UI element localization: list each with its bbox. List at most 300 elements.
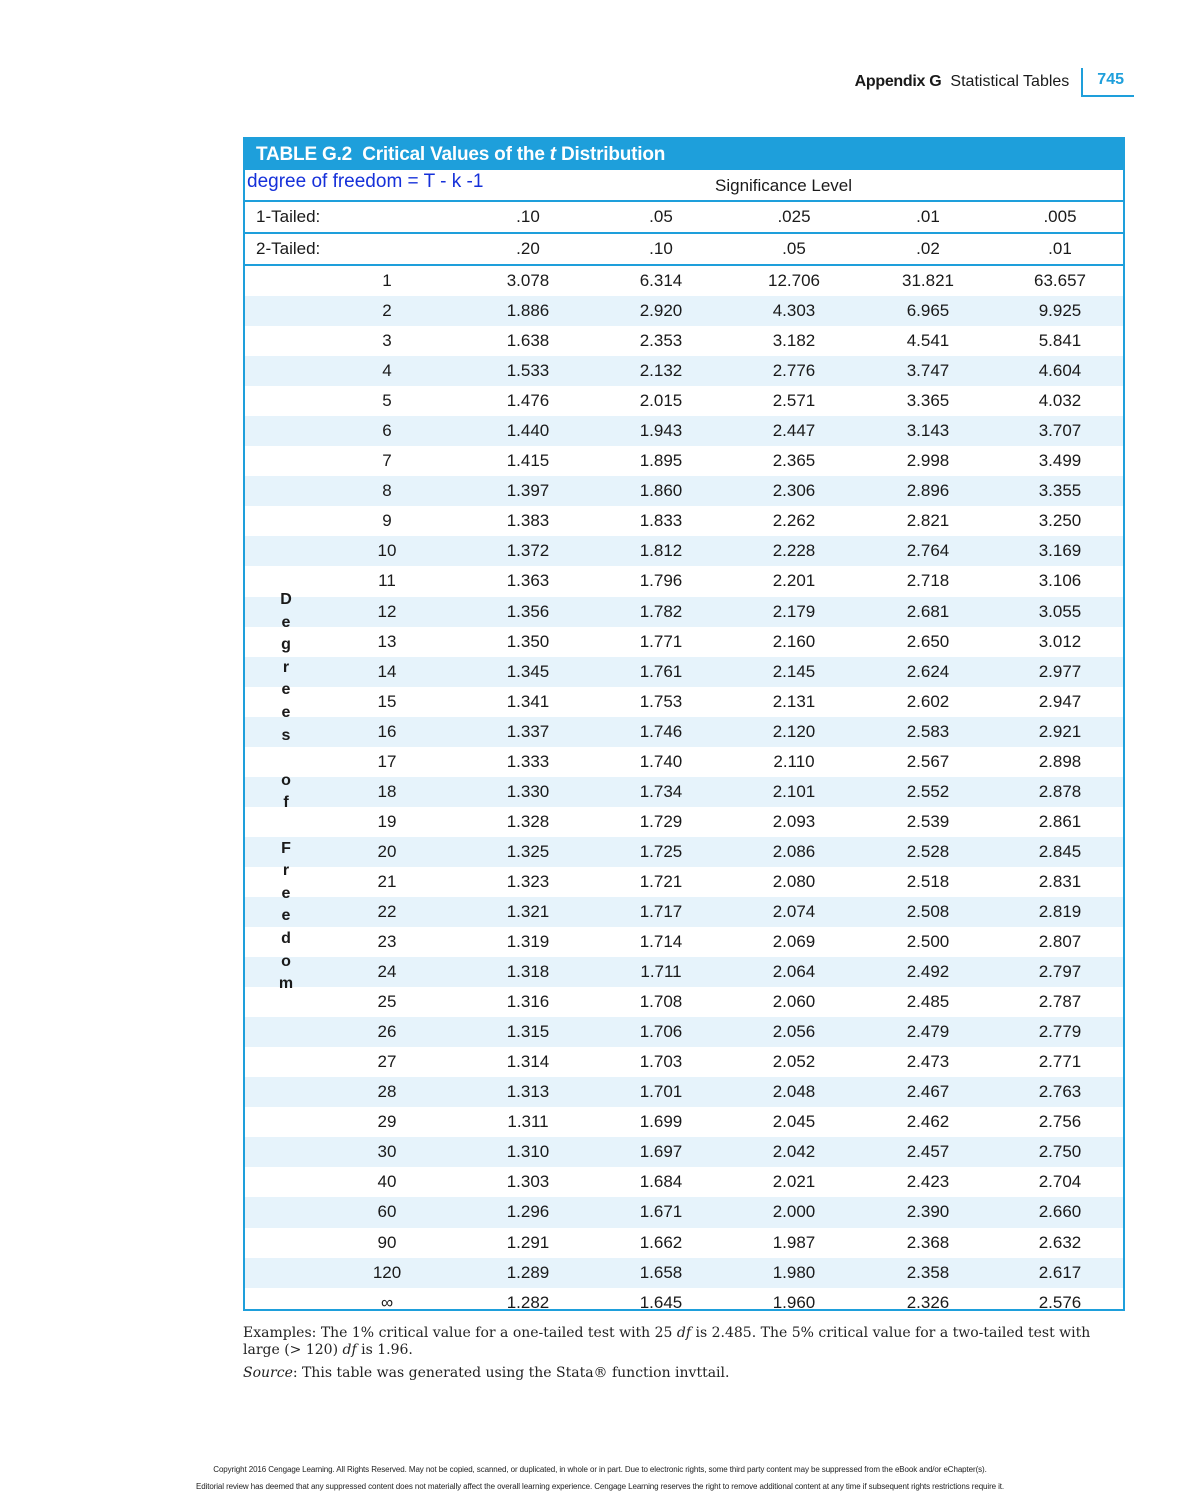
appendix-label: Appendix G bbox=[854, 73, 942, 90]
critical-value-cell: 2.110 bbox=[773, 751, 815, 771]
vertical-label-char: e bbox=[281, 681, 291, 699]
critical-value-cell: 3.747 bbox=[906, 361, 950, 381]
critical-value-cell: 4.604 bbox=[1038, 361, 1082, 381]
critical-value-cell: 2.179 bbox=[772, 601, 816, 621]
table-row bbox=[245, 476, 1123, 506]
critical-value-cell: 3.182 bbox=[772, 331, 816, 351]
critical-value-cell: 1.662 bbox=[639, 1232, 683, 1252]
critical-value-cell: 1.638 bbox=[506, 331, 550, 351]
critical-value-cell: 1.729 bbox=[639, 811, 683, 831]
vertical-label-char: m bbox=[278, 975, 294, 993]
critical-value-cell: 5.841 bbox=[1038, 331, 1082, 351]
critical-value-cell: 2.069 bbox=[772, 932, 816, 952]
df-cell: 12 bbox=[377, 601, 397, 621]
df-cell: 19 bbox=[377, 811, 397, 831]
critical-value-cell: 3.078 bbox=[506, 271, 550, 290]
critical-value-cell: 3.365 bbox=[906, 391, 950, 411]
critical-value-cell: 6.965 bbox=[906, 301, 950, 321]
vertical-label-char: D bbox=[280, 591, 292, 608]
critical-value-cell: 3.012 bbox=[1038, 631, 1082, 651]
table-notes bbox=[243, 1325, 1103, 1388]
critical-value-cell: 2.920 bbox=[639, 301, 683, 321]
critical-value-cell: 2.998 bbox=[906, 451, 950, 471]
critical-value-cell: 1.782 bbox=[639, 601, 683, 621]
critical-value-cell: 1.895 bbox=[639, 451, 683, 471]
df-cell: 24 bbox=[377, 962, 397, 982]
critical-value-cell: 2.160 bbox=[772, 631, 816, 651]
table-row bbox=[245, 897, 1123, 927]
critical-value-cell: 1.350 bbox=[506, 631, 550, 651]
critical-value-cell: 2.508 bbox=[906, 901, 950, 921]
critical-value-cell: 1.296 bbox=[506, 1202, 550, 1222]
critical-value-cell: 2.368 bbox=[906, 1232, 950, 1252]
critical-value-cell: 2.583 bbox=[906, 721, 950, 741]
critical-value-cell: 1.699 bbox=[639, 1112, 683, 1132]
critical-value-cell: 1.291 bbox=[506, 1232, 550, 1252]
critical-value-cell: 2.080 bbox=[772, 871, 816, 891]
vertical-label-char: e bbox=[281, 613, 291, 631]
df-cell: 1 bbox=[382, 271, 392, 290]
df-cell: 8 bbox=[382, 481, 392, 501]
df-cell: 25 bbox=[377, 992, 397, 1012]
critical-value-cell: 1.282 bbox=[506, 1292, 550, 1312]
critical-value-cell: 2.819 bbox=[1038, 901, 1082, 921]
table-rows bbox=[245, 266, 1123, 1318]
df-abbrev: df bbox=[342, 1342, 357, 1358]
critical-value-cell: 2.660 bbox=[1038, 1202, 1082, 1222]
df-cell: 7 bbox=[382, 451, 392, 471]
critical-value-cell: 1.313 bbox=[506, 1082, 550, 1102]
critical-value-cell: 1.725 bbox=[639, 841, 683, 861]
two-tailed-value: .20 bbox=[516, 239, 540, 258]
df-cell: 14 bbox=[377, 661, 397, 681]
critical-value-cell: 1.987 bbox=[772, 1232, 816, 1252]
table-row bbox=[245, 1137, 1123, 1167]
critical-value-cell: 2.390 bbox=[906, 1202, 950, 1222]
one-tailed-value: .005 bbox=[1043, 207, 1077, 226]
critical-value-cell: 2.052 bbox=[772, 1052, 816, 1072]
critical-value-cell: 1.740 bbox=[639, 751, 683, 771]
vertical-label-char: e bbox=[281, 703, 291, 721]
table-title-post: Distribution bbox=[555, 144, 666, 165]
critical-value-cell: 1.980 bbox=[772, 1262, 816, 1282]
critical-value-cell: 2.064 bbox=[772, 962, 816, 982]
critical-value-cell: 2.681 bbox=[906, 601, 950, 621]
table-title bbox=[245, 139, 1123, 170]
critical-value-cell: 1.311 bbox=[507, 1112, 549, 1132]
critical-value-cell: 2.326 bbox=[906, 1292, 950, 1312]
one-tailed-value: .10 bbox=[516, 207, 540, 226]
critical-value-cell: 2.921 bbox=[1038, 721, 1082, 741]
critical-value-cell: 2.977 bbox=[1038, 661, 1082, 681]
critical-value-cell: 1.476 bbox=[506, 391, 550, 411]
critical-value-cell: 1.697 bbox=[639, 1142, 683, 1162]
critical-value-cell: 1.734 bbox=[639, 781, 683, 801]
table-title-pre: Critical Values of the bbox=[362, 144, 550, 165]
table-row bbox=[245, 1228, 1123, 1258]
vertical-label-char: e bbox=[281, 907, 291, 925]
critical-value-cell: 1.372 bbox=[506, 541, 550, 561]
critical-value-cell: 2.131 bbox=[772, 691, 816, 711]
table-row bbox=[245, 386, 1123, 416]
critical-value-cell: 1.440 bbox=[506, 421, 550, 441]
critical-value-cell: 2.763 bbox=[1038, 1082, 1082, 1102]
df-cell: 20 bbox=[377, 841, 397, 861]
critical-value-cell: 1.658 bbox=[639, 1262, 683, 1282]
critical-value-cell: 63.657 bbox=[1034, 271, 1086, 290]
dof-note: degree of freedom = T - k -1 bbox=[247, 171, 484, 192]
examples-text: is 2.485. The 5% critical value for a two-tailed test with large (> 120) bbox=[243, 1325, 1091, 1358]
critical-value-cell: 4.541 bbox=[906, 331, 950, 351]
critical-value-cell: 1.671 bbox=[639, 1202, 683, 1222]
df-cell: 18 bbox=[377, 781, 397, 801]
vertical-label-char: g bbox=[281, 636, 291, 654]
critical-value-cell: 2.093 bbox=[772, 811, 816, 831]
critical-value-cell: 1.711 bbox=[640, 962, 682, 982]
critical-value-cell: 2.878 bbox=[1038, 781, 1082, 801]
critical-value-cell: 2.764 bbox=[906, 541, 950, 561]
table-row bbox=[245, 1077, 1123, 1107]
df-cell: 15 bbox=[377, 691, 397, 711]
critical-value-cell: 1.328 bbox=[506, 811, 550, 831]
critical-value-cell: 3.169 bbox=[1038, 541, 1082, 561]
table-row bbox=[245, 627, 1123, 657]
table-row bbox=[245, 1288, 1123, 1318]
critical-value-cell: 31.821 bbox=[902, 271, 954, 290]
critical-value-cell: 1.761 bbox=[639, 661, 683, 681]
copyright-line-1: Copyright 2016 Cengage Learning. All Rights Reserved. May not be copied, scanned, or duplicated, in whole or in part. Due to electronic rights, some third party content may be suppressed from the eBook and/or eChapter(s). bbox=[213, 1465, 987, 1474]
critical-value-cell: 1.341 bbox=[506, 691, 550, 711]
critical-value-cell: 2.228 bbox=[772, 541, 816, 561]
critical-value-cell: 2.365 bbox=[772, 451, 816, 471]
critical-value-cell: 1.319 bbox=[506, 932, 550, 952]
critical-value-cell: 2.571 bbox=[772, 391, 816, 411]
copyright-line-2: Editorial review has deemed that any suppressed content does not materially affect the overall learning experience. Cengage Learning reserves the right to remove additional content at any time if subsequent rights restrictions require it. bbox=[195, 1482, 1005, 1491]
critical-value-cell: 2.060 bbox=[772, 992, 816, 1012]
critical-value-cell: 2.528 bbox=[906, 841, 950, 861]
critical-value-cell: 2.771 bbox=[1038, 1052, 1082, 1072]
table-row bbox=[245, 356, 1123, 386]
table-row bbox=[245, 326, 1123, 356]
two-tailed-label: 2-Tailed: bbox=[256, 239, 321, 258]
table-row bbox=[245, 446, 1123, 476]
examples-text: is 1.96. bbox=[356, 1342, 413, 1358]
critical-value-cell: 3.055 bbox=[1038, 601, 1082, 621]
critical-value-cell: 2.518 bbox=[906, 871, 950, 891]
critical-value-cell: 2.576 bbox=[1038, 1292, 1082, 1312]
significance-level-label: Significance Level bbox=[715, 176, 853, 195]
two-tailed-value: .02 bbox=[916, 239, 940, 258]
df-cell: 17 bbox=[377, 751, 397, 771]
critical-value-cell: 1.337 bbox=[506, 721, 550, 741]
table-row bbox=[245, 1047, 1123, 1077]
df-cell: 9 bbox=[382, 511, 392, 531]
critical-value-cell: 2.776 bbox=[772, 361, 816, 381]
table-row bbox=[245, 266, 1123, 296]
critical-value-cell: 2.552 bbox=[906, 781, 950, 801]
table-row bbox=[245, 657, 1123, 687]
critical-value-cell: 1.721 bbox=[639, 871, 683, 891]
table-row bbox=[245, 957, 1123, 987]
critical-value-cell: 1.318 bbox=[506, 962, 550, 982]
page-number: 745 bbox=[1081, 68, 1134, 97]
examples-note bbox=[243, 1325, 1103, 1359]
critical-value-cell: 2.358 bbox=[906, 1262, 950, 1282]
critical-value-cell: 1.303 bbox=[506, 1172, 550, 1192]
two-tailed-value: .10 bbox=[649, 239, 673, 258]
critical-value-cell: 2.201 bbox=[772, 571, 816, 591]
critical-value-cell: 1.753 bbox=[639, 691, 683, 711]
critical-value-cell: 1.314 bbox=[506, 1052, 550, 1072]
df-cell: 23 bbox=[377, 932, 397, 952]
critical-value-cell: 1.345 bbox=[506, 661, 550, 681]
source-text: : This table was generated using the Stata® function invttail. bbox=[292, 1365, 730, 1381]
critical-value-cell: 1.746 bbox=[639, 721, 683, 741]
critical-value-cell: 2.539 bbox=[906, 811, 950, 831]
df-cell: 40 bbox=[377, 1172, 397, 1192]
table-row bbox=[245, 747, 1123, 777]
critical-value-cell: 2.457 bbox=[906, 1142, 950, 1162]
critical-value-cell: 1.812 bbox=[639, 541, 683, 561]
critical-value-cell: 2.262 bbox=[772, 511, 816, 531]
t-distribution-table bbox=[243, 137, 1125, 1311]
critical-value-cell: 2.056 bbox=[772, 1022, 816, 1042]
table-row bbox=[245, 987, 1123, 1017]
critical-value-cell: 4.303 bbox=[772, 301, 816, 321]
critical-value-cell: 2.704 bbox=[1038, 1172, 1082, 1192]
table-row bbox=[245, 1107, 1123, 1137]
vertical-label-char: r bbox=[282, 658, 290, 676]
critical-value-cell: 2.845 bbox=[1038, 841, 1082, 861]
critical-value-cell: 1.315 bbox=[506, 1022, 550, 1042]
critical-value-cell: 1.323 bbox=[506, 871, 550, 891]
critical-value-cell: 2.479 bbox=[906, 1022, 950, 1042]
critical-value-cell: 2.861 bbox=[1038, 811, 1082, 831]
table-row bbox=[245, 566, 1123, 596]
critical-value-cell: 12.706 bbox=[768, 271, 820, 290]
critical-value-cell: 2.120 bbox=[772, 721, 816, 741]
one-tailed-label: 1-Tailed: bbox=[256, 207, 321, 226]
one-tailed-value: .01 bbox=[916, 207, 940, 226]
critical-value-cell: 1.325 bbox=[506, 841, 550, 861]
critical-value-cell: 2.898 bbox=[1038, 751, 1082, 771]
df-cell: 22 bbox=[377, 901, 397, 921]
critical-value-cell: 2.821 bbox=[906, 511, 950, 531]
degrees-of-freedom-vertical-label bbox=[274, 589, 298, 996]
df-cell: 3 bbox=[382, 331, 392, 351]
critical-value-cell: 2.015 bbox=[639, 391, 683, 411]
critical-value-cell: 2.567 bbox=[906, 751, 950, 771]
table-row bbox=[245, 597, 1123, 627]
critical-value-cell: 2.306 bbox=[772, 481, 816, 501]
critical-value-cell: 2.485 bbox=[906, 992, 950, 1012]
table-row bbox=[245, 1017, 1123, 1047]
critical-value-cell: 1.684 bbox=[639, 1172, 683, 1192]
critical-value-cell: 3.355 bbox=[1038, 481, 1082, 501]
critical-value-cell: 3.143 bbox=[906, 421, 950, 441]
critical-value-cell: 2.617 bbox=[1038, 1262, 1082, 1282]
df-cell: 11 bbox=[378, 571, 396, 591]
critical-value-cell: 2.462 bbox=[906, 1112, 950, 1132]
vertical-label-char: o bbox=[281, 771, 291, 789]
df-cell: 6 bbox=[382, 421, 392, 441]
critical-value-cell: 2.602 bbox=[906, 691, 950, 711]
critical-value-cell: 1.415 bbox=[506, 451, 550, 471]
source-label: Source bbox=[243, 1365, 293, 1381]
table-row bbox=[245, 717, 1123, 747]
source-note bbox=[243, 1365, 1103, 1382]
critical-value-cell: 2.492 bbox=[906, 962, 950, 982]
table-label: TABLE G.2 bbox=[256, 144, 353, 165]
critical-value-cell: 1.333 bbox=[506, 751, 550, 771]
df-cell: 4 bbox=[382, 361, 392, 381]
critical-value-cell: 1.701 bbox=[639, 1082, 683, 1102]
critical-value-cell: 1.714 bbox=[639, 932, 683, 952]
critical-value-cell: 4.032 bbox=[1038, 391, 1082, 411]
critical-value-cell: 1.886 bbox=[506, 301, 550, 321]
df-cell: 60 bbox=[377, 1202, 397, 1222]
critical-value-cell: 2.000 bbox=[772, 1202, 816, 1222]
critical-value-cell: 2.797 bbox=[1038, 962, 1082, 982]
vertical-label-char: s bbox=[281, 726, 291, 744]
vertical-label-char: F bbox=[281, 839, 291, 857]
critical-value-cell: 1.383 bbox=[506, 511, 550, 531]
one-tailed-row bbox=[245, 202, 1123, 234]
df-cell: 5 bbox=[382, 391, 392, 411]
df-cell: 29 bbox=[377, 1112, 397, 1132]
one-tailed-value: .05 bbox=[649, 207, 673, 226]
table-row bbox=[245, 867, 1123, 897]
critical-value-cell: 9.925 bbox=[1038, 301, 1082, 321]
critical-value-cell: 2.353 bbox=[639, 331, 683, 351]
critical-value-cell: 2.750 bbox=[1038, 1142, 1082, 1162]
two-tailed-row bbox=[245, 234, 1123, 266]
section-title: Statistical Tables bbox=[950, 73, 1070, 90]
critical-value-cell: 1.330 bbox=[506, 781, 550, 801]
critical-value-cell: 1.397 bbox=[506, 481, 550, 501]
critical-value-cell: 2.467 bbox=[906, 1082, 950, 1102]
table-row bbox=[245, 777, 1123, 807]
df-cell: 120 bbox=[372, 1262, 402, 1282]
critical-value-cell: 2.423 bbox=[906, 1172, 950, 1192]
critical-value-cell: 2.632 bbox=[1038, 1232, 1082, 1252]
table-row bbox=[245, 1258, 1123, 1288]
critical-value-cell: 1.363 bbox=[506, 571, 550, 591]
df-cell: 30 bbox=[377, 1142, 397, 1162]
vertical-label-char bbox=[274, 747, 298, 770]
df-cell: 26 bbox=[377, 1022, 397, 1042]
df-cell: ∞ bbox=[380, 1292, 394, 1312]
critical-value-cell: 1.316 bbox=[506, 992, 550, 1012]
one-tailed-value: .025 bbox=[777, 207, 811, 226]
critical-value-cell: 6.314 bbox=[639, 271, 683, 290]
critical-value-cell: 1.703 bbox=[639, 1052, 683, 1072]
running-head bbox=[855, 66, 1134, 98]
critical-value-cell: 1.533 bbox=[506, 361, 550, 381]
table-row bbox=[245, 837, 1123, 867]
critical-value-cell: 1.943 bbox=[639, 421, 683, 441]
table-row bbox=[245, 687, 1123, 717]
critical-value-cell: 2.896 bbox=[906, 481, 950, 501]
critical-value-cell: 2.947 bbox=[1038, 691, 1082, 711]
critical-value-cell: 2.831 bbox=[1038, 871, 1082, 891]
critical-value-cell: 2.787 bbox=[1038, 992, 1082, 1012]
two-tailed-value: .01 bbox=[1048, 239, 1072, 258]
critical-value-cell: 1.310 bbox=[506, 1142, 550, 1162]
df-cell: 2 bbox=[382, 301, 392, 321]
critical-value-cell: 2.145 bbox=[772, 661, 816, 681]
df-cell: 27 bbox=[377, 1052, 397, 1072]
table-body bbox=[245, 266, 1123, 1318]
critical-value-cell: 2.086 bbox=[772, 841, 816, 861]
vertical-label-char: d bbox=[281, 929, 291, 947]
two-tailed-value: .05 bbox=[782, 239, 806, 258]
critical-value-cell: 1.860 bbox=[639, 481, 683, 501]
df-cell: 21 bbox=[377, 871, 397, 891]
critical-value-cell: 2.045 bbox=[772, 1112, 816, 1132]
critical-value-cell: 1.356 bbox=[506, 601, 550, 621]
critical-value-cell: 2.500 bbox=[906, 932, 950, 952]
vertical-label-char: e bbox=[281, 884, 291, 902]
critical-value-cell: 1.645 bbox=[639, 1292, 683, 1312]
table-title-var: t bbox=[549, 144, 556, 165]
vertical-label-char: o bbox=[281, 952, 291, 970]
critical-value-cell: 2.074 bbox=[772, 901, 816, 921]
table-row bbox=[245, 1197, 1123, 1227]
critical-value-cell: 3.106 bbox=[1038, 571, 1082, 591]
table-row bbox=[245, 927, 1123, 957]
critical-value-cell: 1.771 bbox=[639, 631, 683, 651]
critical-value-cell: 1.960 bbox=[772, 1292, 816, 1312]
examples-text: Examples: The 1% critical value for a one-tailed test with 25 bbox=[243, 1325, 677, 1341]
table-row bbox=[245, 416, 1123, 446]
critical-value-cell: 1.289 bbox=[506, 1262, 550, 1282]
critical-value-cell: 2.447 bbox=[772, 421, 816, 441]
critical-value-cell: 2.101 bbox=[772, 781, 816, 801]
table-row bbox=[245, 1167, 1123, 1197]
critical-value-cell: 1.706 bbox=[639, 1022, 683, 1042]
table-row bbox=[245, 536, 1123, 566]
critical-value-cell: 2.021 bbox=[772, 1172, 816, 1192]
critical-value-cell: 2.756 bbox=[1038, 1112, 1082, 1132]
df-cell: 16 bbox=[377, 721, 397, 741]
critical-value-cell: 3.499 bbox=[1038, 451, 1082, 471]
critical-value-cell: 2.779 bbox=[1038, 1022, 1082, 1042]
df-cell: 90 bbox=[377, 1232, 397, 1252]
critical-value-cell: 2.807 bbox=[1038, 932, 1082, 952]
df-cell: 13 bbox=[377, 631, 397, 651]
critical-value-cell: 2.650 bbox=[906, 631, 950, 651]
vertical-label-char bbox=[274, 815, 298, 838]
critical-value-cell: 1.796 bbox=[639, 571, 683, 591]
vertical-label-char: r bbox=[282, 862, 290, 880]
critical-value-cell: 3.250 bbox=[1038, 511, 1082, 531]
critical-value-cell: 3.707 bbox=[1038, 421, 1082, 441]
critical-value-cell: 1.833 bbox=[639, 511, 683, 531]
df-cell: 28 bbox=[377, 1082, 397, 1102]
table-row bbox=[245, 506, 1123, 536]
critical-value-cell: 2.042 bbox=[772, 1142, 816, 1162]
df-cell: 10 bbox=[377, 541, 397, 561]
critical-value-cell: 2.048 bbox=[772, 1082, 816, 1102]
critical-value-cell: 1.717 bbox=[639, 901, 683, 921]
table-row bbox=[245, 807, 1123, 837]
critical-value-cell: 2.718 bbox=[906, 571, 950, 591]
vertical-label-char: f bbox=[283, 794, 289, 812]
df-abbrev: df bbox=[676, 1325, 692, 1341]
critical-value-cell: 2.132 bbox=[639, 361, 683, 381]
critical-value-cell: 1.708 bbox=[639, 992, 683, 1012]
